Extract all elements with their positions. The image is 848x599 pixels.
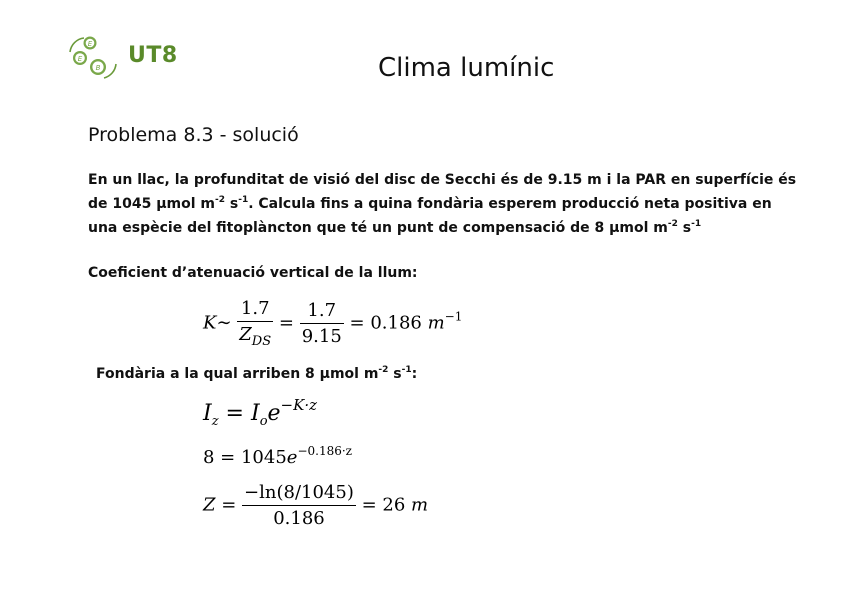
ut8-logo — [62, 32, 187, 84]
page-title: Clima lumínic — [378, 53, 555, 83]
logo-gear-letter: B — [95, 64, 101, 72]
statement-line-3: una espècie del fitoplàncton que té un punt de compensació de 8 µmol $m^{-2}$ $s^{-1}$ — [88, 219, 702, 236]
page-subtitle: Problema 8.3 - solució — [88, 124, 299, 146]
fraction-z: $\frac{-\ln(8/1045)}{0.186}$ — [244, 482, 354, 529]
attenuation-heading: Coeficient d’atenuació vertical de la llum: — [88, 265, 418, 281]
fraction-k1: $\frac{1.7}{Z_{DS}}$ — [239, 298, 272, 349]
logo-gear-letter: E — [77, 55, 83, 63]
statement-line-1: En un llac, la profunditat de visió del disc de Secchi és de 9.15 m i la PAR en superfície és — [88, 172, 797, 188]
logo-text: UT8 — [128, 43, 178, 68]
problem-statement — [88, 168, 797, 240]
fraction-k2: $\frac{1.7}{9.15}$ — [301, 300, 342, 347]
attenuation-equation: K∼ $\frac{1.7}{Z_{DS}}$ = $\frac{1.7}{9.15}$ = 0.186 $m^{-1}$ — [203, 298, 463, 349]
beer-lambert-equation: $I_z = I_oe^{-K\cdot z}$ — [203, 396, 317, 429]
depth-heading: Fondària a la qual arriben 8 µmol $m^{-2}$ $s^{-1}$: — [96, 365, 418, 382]
statement-line-2: de 1045 µmol $m^{-2}$ $s^{-1}$. Calcula fins a quina fondària esperem producció neta positiva en — [88, 195, 772, 212]
depth-result-equation: Z = $\frac{-\ln(8/1045)}{0.186}$ = 26 m — [203, 482, 429, 529]
gears-icon — [62, 32, 124, 84]
logo-gear-letter: E — [87, 40, 93, 48]
substituted-equation: $8 = 1045e^{-0.186\cdot z}$ — [203, 444, 352, 468]
